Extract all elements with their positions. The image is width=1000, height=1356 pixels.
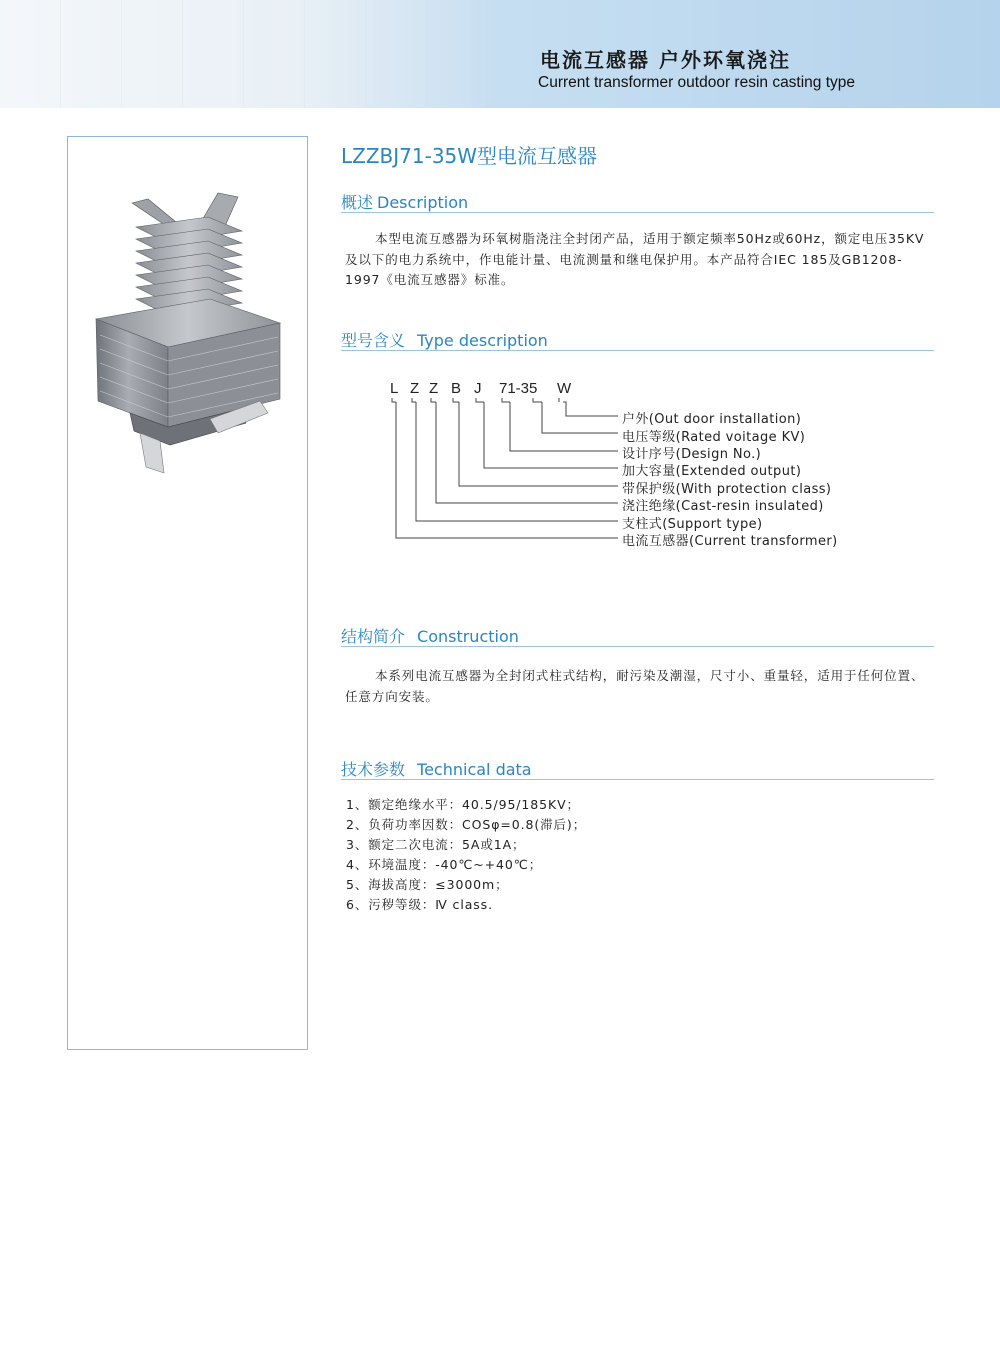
type-heading-en: Type description (417, 331, 548, 350)
code-letter-j: J (474, 380, 482, 397)
construction-text-block (345, 666, 935, 707)
construction-heading (341, 624, 934, 647)
legend-outdoor: 户外(Out door installation) (622, 412, 802, 427)
construction-text: 本系列电流互感器为全封闭式柱式结构，耐污染及潮湿，尺寸小、重量轻，适用于任何位置、任意方向安装。 (345, 668, 925, 704)
technical-item: 1、额定绝缘水平：40.5/95/185KV； (346, 797, 580, 812)
code-letter-z1: Z (410, 380, 420, 397)
technical-item: 2、负荷功率因数：COSφ=0.8(滞后)； (346, 817, 587, 832)
connector-b (453, 398, 618, 486)
legend-support-type: 支柱式(Support type) (622, 517, 763, 532)
description-text: 本型电流互感器为环氧树脂浇注全封闭产品，适用于额定频率50Hz或60Hz，额定电压35KV及以下的电力系统中，作电能计量、电流测量和继电保护用。本产品符合IEC 185及GB1208-1997《电流互感器》标准。 (345, 231, 925, 287)
technical-item: 3、额定二次电流：5A或1A； (346, 837, 526, 852)
connector-design (502, 398, 618, 451)
legend-current-transformer: 电流互感器(Current transformer) (622, 534, 838, 549)
technical-item: 5、海拔高度：≤3000m； (346, 877, 509, 892)
description-heading-en: Description (377, 193, 469, 212)
legend-extended-output: 加大容量(Extended output) (622, 464, 802, 479)
type-heading-cn: 型号含义 (341, 331, 406, 350)
construction-heading-cn: 结构简介 (341, 627, 406, 646)
product-title: LZZBJ71-35W型电流互感器 (341, 144, 598, 168)
code-letter-71-35: 71-35 (499, 380, 538, 397)
legend-rated-voltage: 电压等级(Rated voitage KV) (622, 430, 806, 445)
technical-item: 6、污秽等级：Ⅳ class. (346, 897, 493, 912)
technical-heading-cn: 技术参数 (341, 760, 406, 779)
construction-heading-en: Construction (417, 627, 519, 646)
technical-list (346, 795, 906, 915)
legend-cast-resin: 浇注绝缘(Cast-resin insulated) (622, 499, 824, 514)
legend-protection-class: 带保护级(With protection class) (622, 482, 832, 497)
technical-heading (341, 757, 934, 780)
code-letter-b: B (451, 380, 462, 397)
code-letter-l: L (390, 380, 399, 397)
legend-design-no: 设计序号(Design No.) (622, 447, 762, 462)
header-title-cn: 电流互感器 户外环氧浇注 (540, 48, 791, 72)
header-title-en: Current transformer outdoor resin casting type (538, 74, 856, 91)
code-letter-z2: Z (429, 380, 439, 397)
code-letter-w: W (557, 380, 572, 397)
technical-item: 4、环境温度：-40℃~+40℃； (346, 857, 543, 872)
technical-heading-en: Technical data (417, 760, 532, 779)
connector-w (559, 398, 618, 416)
description-heading-cn: 概述 (341, 193, 374, 212)
